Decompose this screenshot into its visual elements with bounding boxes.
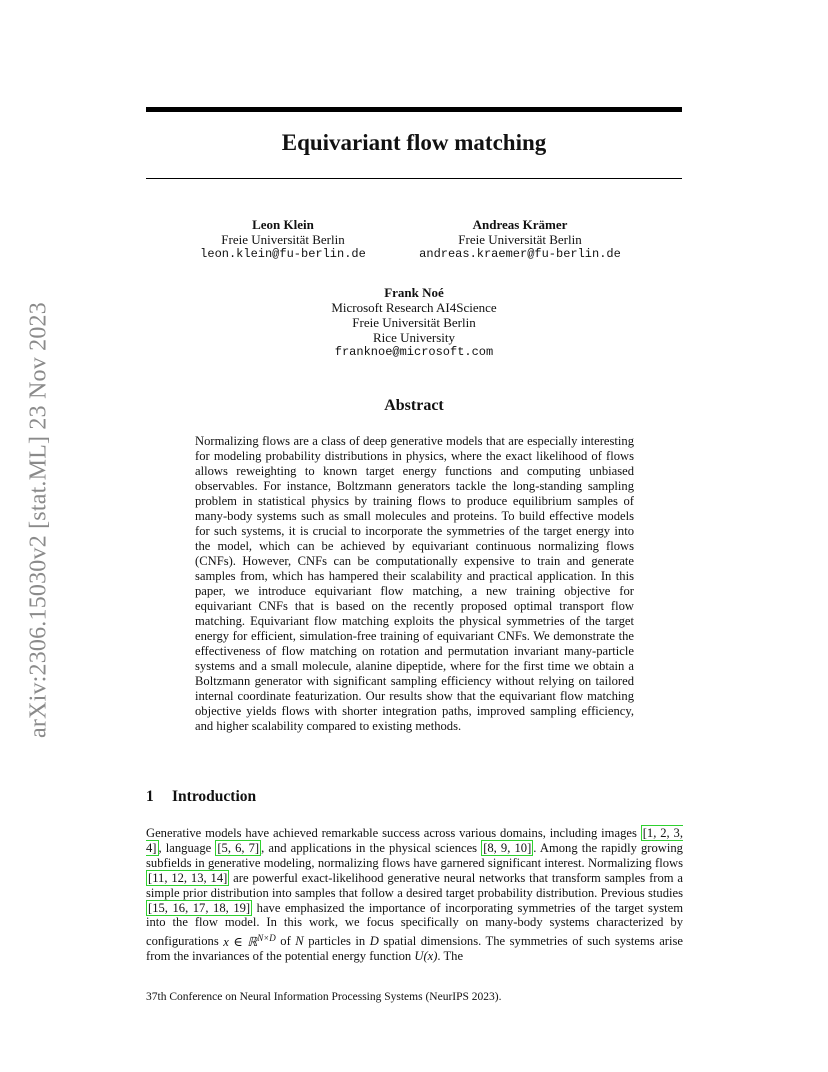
intro-text: of (275, 934, 296, 949)
title-bottom-rule (146, 178, 682, 179)
abstract-heading: Abstract (384, 397, 444, 414)
citation-link[interactable]: [1, 2, 3, 4] (146, 826, 684, 855)
citation-link[interactable]: [15, 16, 17, 18, 19] (148, 900, 251, 915)
author-email[interactable]: leon.klein@fu-berlin.de (200, 247, 366, 261)
author-name: Leon Klein (252, 217, 314, 232)
author-affiliation: Freie Universität Berlin (352, 315, 476, 330)
abstract-text: Normalizing flows are a class of deep generative models that are especially interesting for modeling probability distributions in physics, where the exact likelihood of flows allows reweighting to known target energy functions and computing unbiased observables. For instance, Boltzmann generators tackle the long-standing sampling problem in statistical physics by training flows to produce equilibrium samples of many-body systems such as small molecules and proteins. To build effective models for such systems, it is crucial to incorporate the symmetries of the target energy into the model, which can be achieved by equivariant continuous normalizing flows (CNFs). However, CNFs can be computationally expensive to train and generate samples from, which has hampered their scalability and practical application. In this paper, we introduce equivariant flow matching, a new training objective for equivariant CNFs that is based on the recently proposed optimal transport flow matching. Equivariant flow matching exploits the physical symmetries of the target energy for efficient, simulation-free training of equivariant CNFs. We demonstrate the effectiveness of flow matching on rotation and permutation invariant many-particle systems and a small molecule, alanine dipeptide, where for the first time we obtain a Boltzmann generator with significant sampling efficiency without relying on tailored internal coordinate featurization. Our results show that the equivariant flow matching objective yields flows with shorter integration paths, improved sampling efficiency, and higher scalability compared to existing methods. (195, 434, 634, 733)
author-affiliation: Rice University (373, 330, 455, 345)
math-superscript: N×D (257, 932, 276, 943)
intro-text: spatial dimensions. The symmetries of such systems arise from the invariances of the potential energy function (146, 934, 683, 964)
citation-link[interactable]: [8, 9, 10] (483, 840, 532, 855)
section-heading (146, 788, 256, 806)
author-affiliation: Freie Universität Berlin (458, 232, 582, 247)
intro-text: , language (158, 840, 216, 855)
section-title: Introduction (172, 788, 257, 805)
author-email[interactable]: franknoe@microsoft.com (334, 345, 494, 359)
math-expression: U(x) (414, 949, 438, 964)
math-expression (223, 932, 276, 949)
intro-text: are powerful exact-likelihood generative neural networks that transform samples from a simple prior distribution into samples that follow a desired target probability distribution. Previous studies (146, 870, 683, 900)
intro-text: Generative models have achieved remarkable success across various domains, including images (146, 826, 641, 840)
section-number: 1 (146, 788, 154, 805)
author-block-3 (264, 285, 564, 360)
math-text: x ∈ ℝ (223, 934, 258, 949)
intro-paragraph (146, 826, 683, 964)
citation-link[interactable]: [11, 12, 13, 14] (148, 870, 228, 885)
author-block-2 (400, 217, 640, 262)
arxiv-identifier: arXiv:2306.15030v2 [stat.ML] 23 Nov 2023 (25, 302, 52, 738)
title-top-rule (146, 107, 682, 112)
intro-text: . The (437, 949, 464, 964)
citation-link[interactable]: [5, 6, 7] (217, 840, 260, 855)
math-expression: D (369, 934, 379, 949)
intro-text: have emphasized the importance of incorporating symmetries of the target system into the flow model. In this work, we focus specifically on many-body systems characterized by configurations (146, 900, 683, 949)
conference-footnote: 37th Conference on Neural Information Processing Systems (NeurIPS 2023). (146, 991, 502, 1003)
author-affiliation: Freie Universität Berlin (221, 232, 345, 247)
author-name: Frank Noé (384, 285, 444, 300)
paper-title: Equivariant flow matching (281, 130, 547, 155)
author-affiliation: Microsoft Research AI4Science (331, 300, 497, 315)
author-email[interactable]: andreas.kraemer@fu-berlin.de (419, 247, 621, 261)
author-block-1 (183, 217, 383, 262)
author-name: Andreas Krämer (472, 217, 568, 232)
intro-text: particles in (303, 934, 370, 949)
math-expression: N (295, 934, 304, 949)
intro-text: , and applications in the physical sciences (261, 840, 482, 855)
intro-text: . Among the rapidly growing subfields in generative modeling, normalizing flows have garnered significant interest. Normalizing flows (146, 840, 683, 870)
